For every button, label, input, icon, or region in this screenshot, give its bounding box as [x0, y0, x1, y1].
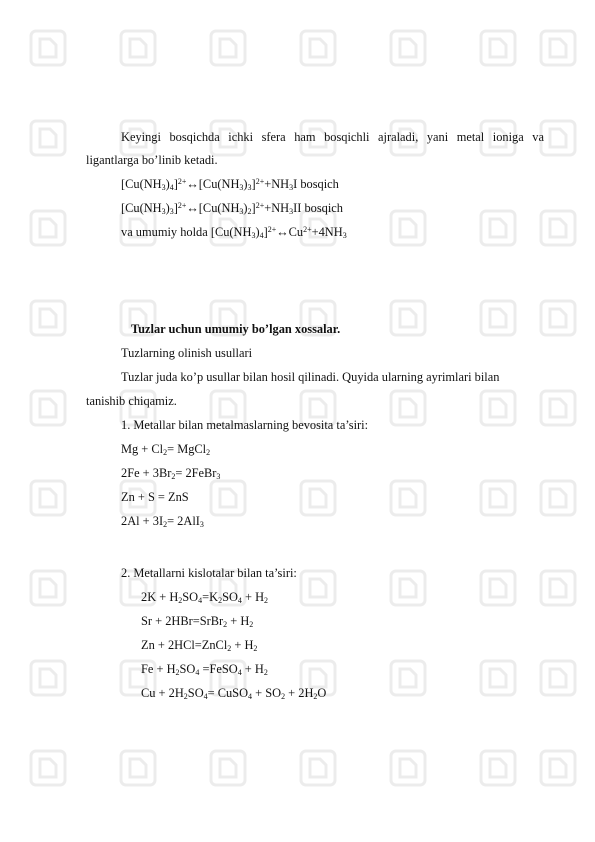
doc-watermark-icon [388, 28, 428, 68]
paragraph-line: ligantlarga bo’linib ketadi. [86, 153, 218, 167]
reaction: Sr + 2HBr=SrBr$_2$ + $H_2$ [141, 614, 254, 629]
reaction: $Mg + Cl_2=$ MgCl$_2$ [121, 442, 211, 457]
doc-watermark-icon [388, 748, 428, 788]
paragraph-line: tanishib chiqamiz. [86, 394, 177, 408]
doc-watermark-icon [388, 478, 428, 518]
doc-watermark-icon [478, 568, 518, 608]
doc-watermark-icon [28, 658, 68, 698]
section-2-title: 2. Metallarni kislotalar bilan ta’siri: [121, 566, 297, 580]
doc-watermark-icon [28, 388, 68, 428]
reaction: $2Al + 3I_2= 2AlI_3$ [121, 514, 204, 529]
doc-watermark-icon [538, 118, 578, 158]
doc-watermark-icon [28, 748, 68, 788]
equation-step-1: $[Cu(NH_3)_4]^{2+}\leftrightarrow[Cu(NH_3)_3]^{2+}+NH_3I$ bosqich [121, 177, 339, 192]
doc-watermark-icon [388, 298, 428, 338]
equation-step-2: $[Cu(NH_3)_3]^{2+}\leftrightarrow[Cu(NH_3)_2]^{2+}+NH_3II$ bosqich [121, 201, 343, 216]
doc-watermark-icon [538, 478, 578, 518]
section-1-title: 1. Metallar bilan metalmaslarning bevosita ta’siri: [121, 418, 369, 432]
paragraph-line: Keyingi bosqichda ichki sfera ham bosqichli ajraladi, yani metal ioniga va [121, 130, 544, 144]
doc-watermark-icon [538, 28, 578, 68]
subheading: Tuzlarning olinish usullari [121, 346, 253, 360]
doc-watermark-icon [538, 658, 578, 698]
paragraph-line: Tuzlar juda ko’p usullar bilan hosil qilinadi. Quyida ularning ayrimlari bilan [121, 370, 500, 384]
reaction: $Cu + 2H_2SO_4=$ CuSO$_4$ + $SO_2 + 2H_2O$ [141, 686, 327, 701]
reaction: $Fe + H_2SO_4$ =FeSO$_4$ + $H_2$ [141, 662, 268, 677]
doc-watermark-icon [538, 568, 578, 608]
doc-watermark-icon [298, 28, 338, 68]
doc-watermark-icon [388, 658, 428, 698]
doc-watermark-icon [28, 118, 68, 158]
doc-watermark-icon [28, 208, 68, 248]
doc-watermark-icon [478, 478, 518, 518]
doc-watermark-icon [478, 208, 518, 248]
doc-watermark-icon [538, 748, 578, 788]
doc-watermark-icon [478, 388, 518, 428]
doc-watermark-icon [478, 658, 518, 698]
doc-watermark-icon [478, 28, 518, 68]
doc-watermark-icon [478, 748, 518, 788]
reaction: Zn + S = ZnS [121, 490, 189, 504]
doc-watermark-icon [538, 388, 578, 428]
doc-watermark-icon [298, 478, 338, 518]
doc-watermark-icon [28, 568, 68, 608]
reaction: $2K + H_2SO_4=K_2SO_4 + H_2$ [141, 590, 269, 605]
doc-watermark-icon [298, 748, 338, 788]
doc-watermark-icon [28, 478, 68, 518]
doc-watermark-icon [208, 478, 248, 518]
doc-watermark-icon [388, 208, 428, 248]
doc-watermark-icon [388, 568, 428, 608]
doc-watermark-icon [208, 28, 248, 68]
doc-watermark-icon [208, 748, 248, 788]
section-heading: Tuzlar uchun umumiy bo’lgan xossalar. [131, 322, 341, 336]
doc-watermark-icon [118, 748, 158, 788]
equation-overall: va umumiy holda $[Cu(NH_3)_4]^{2+}\leftrightarrow Cu^{2+}+4NH_3$ [121, 225, 347, 240]
reaction: $2Fe + 3Br_2=$ 2FeBr$_3$ [121, 466, 221, 481]
doc-watermark-icon [118, 28, 158, 68]
doc-watermark-icon [298, 568, 338, 608]
reaction: Zn + 2HCl=ZnCl$_2$ + $H_2$ [141, 638, 258, 653]
doc-watermark-icon [478, 298, 518, 338]
doc-watermark-icon [388, 388, 428, 428]
doc-watermark-icon [28, 28, 68, 68]
doc-watermark-icon [538, 208, 578, 248]
doc-watermark-icon [28, 298, 68, 338]
doc-watermark-icon [538, 298, 578, 338]
